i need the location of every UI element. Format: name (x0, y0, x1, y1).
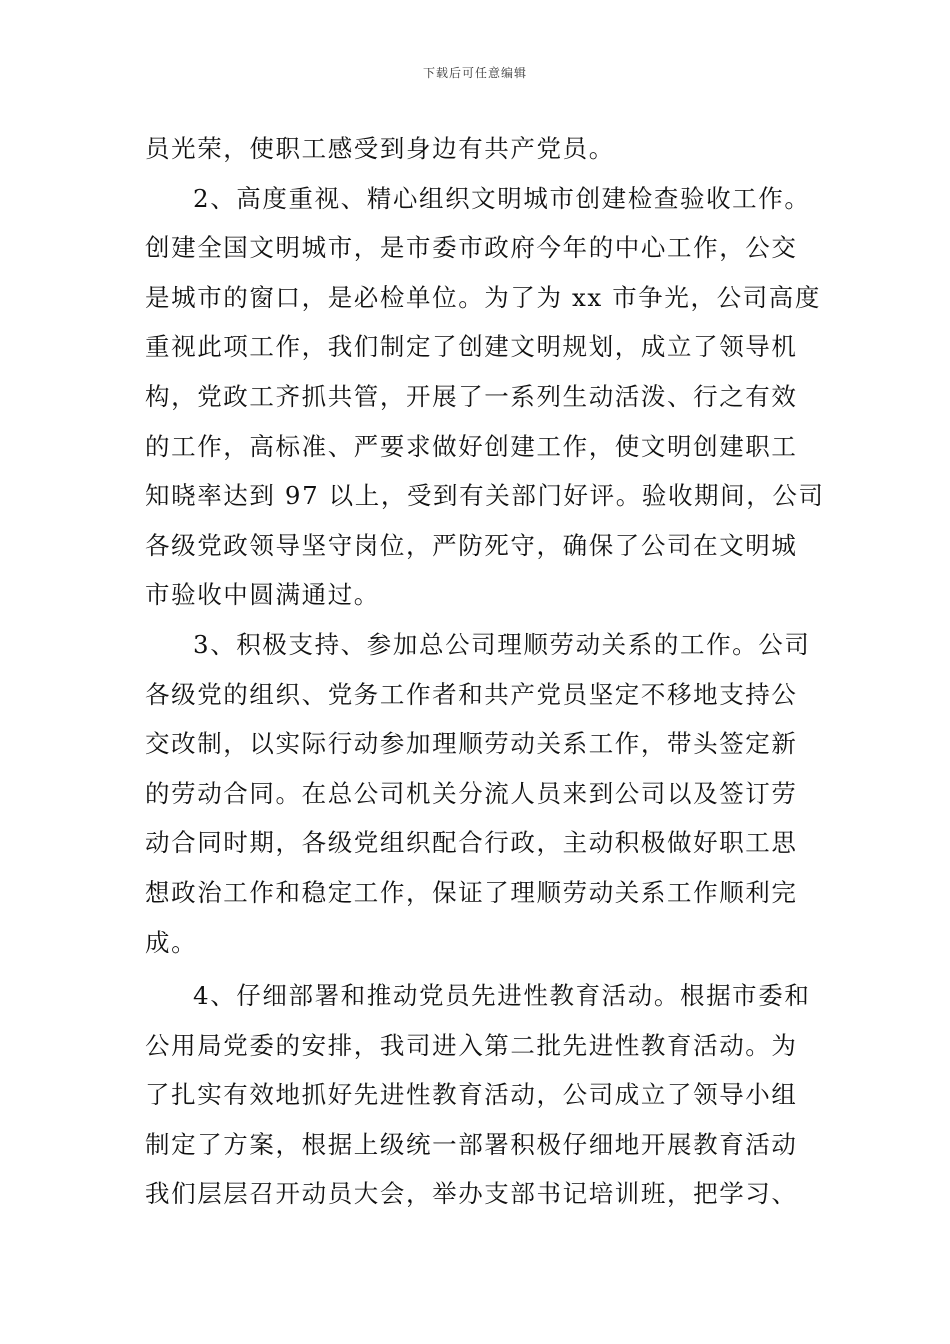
text-line: 重视此项工作，我们制定了创建文明规划，成立了领导机 (145, 332, 798, 362)
text-line: 公用局党委的安排，我司进入第二批先进性教育活动。为 (145, 1030, 798, 1060)
text-line: 员光荣，使职工感受到身边有共产党员。 (145, 134, 615, 163)
text-line: 成。 (145, 927, 198, 957)
text-line: 各级党政领导坚守岗位，严防死守，确保了公司在文明城 (145, 530, 798, 560)
text-line: 了扎实有效地抓好先进性教育活动，公司成立了领导小组 (145, 1080, 798, 1110)
paragraph-2-start: 2、高度重视、精心组织文明城市创建检查验收工作。 (193, 183, 811, 213)
text-line: 的劳动合同。在总公司机关分流人员来到公司以及签订劳 (145, 778, 798, 808)
paragraph-4-start: 4、仔细部署和推动党员先进性教育活动。根据市委和 (193, 981, 811, 1011)
text-line: 构，党政工齐抓共管，开展了一系列生动活泼、行之有效 (145, 381, 798, 411)
text-line: 各级党的组织、党务工作者和共产党员坚定不移地支持公 (145, 679, 798, 709)
text-line: 市验收中圆满通过。 (145, 580, 380, 610)
text-line: 的工作，高标准、严要求做好创建工作，使文明创建职工 (145, 431, 798, 461)
text-line: 动合同时期，各级党组织配合行政，主动积极做好职工思 (145, 828, 798, 858)
text-line: 创建全国文明城市，是市委市政府今年的中心工作，公交 (145, 233, 798, 263)
text-line: 知晓率达到 97 以上，受到有关部门好评。验收期间，公司 (145, 481, 825, 511)
text-line: 是城市的窗口，是必检单位。为了为 xx 市争光，公司高度 (145, 282, 822, 312)
paragraph-3-start: 3、积极支持、参加总公司理顺劳动关系的工作。公司 (193, 629, 811, 659)
text-line: 我们层层召开动员大会，举办支部书记培训班，把学习、 (145, 1179, 798, 1209)
text-line: 交改制，以实际行动参加理顺劳动关系工作，带头签定新 (145, 729, 798, 759)
page-header: 下载后可任意编辑 (422, 66, 527, 80)
text-line: 想政治工作和稳定工作，保证了理顺劳动关系工作顺利完 (145, 877, 798, 907)
text-line: 制定了方案，根据上级统一部署积极仔细地开展教育活动 (145, 1129, 798, 1159)
document-body (145, 124, 825, 1219)
